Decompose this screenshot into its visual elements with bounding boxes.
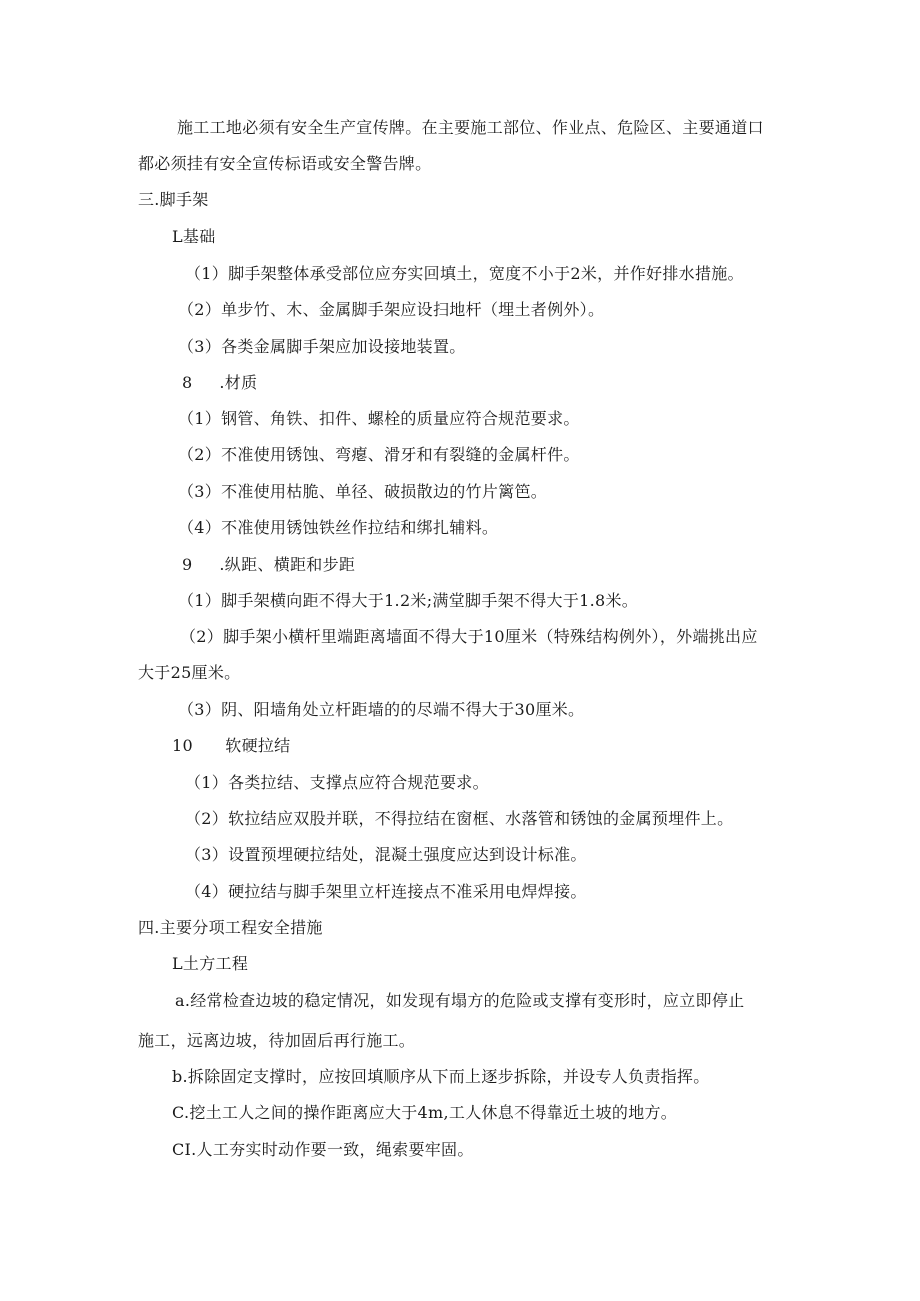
- subsection-heading: 10 软硬拉结: [172, 736, 291, 755]
- list-item: （3）各类金属脚手架应加设接地装置。: [178, 337, 466, 356]
- list-item: （2）脚手架小横杆里端距离墙面不得大于10厘米（特殊结构例外），外端挑出应: [180, 627, 758, 646]
- paragraph: 都必须挂有安全宣传标语或安全警告牌。: [138, 154, 432, 173]
- list-item: （2）单步竹、木、金属脚手架应设扫地杆（埋土者例外）。: [178, 300, 605, 319]
- subsection-heading: 8 .材质: [182, 373, 258, 392]
- list-item: （2）不准使用锈蚀、弯瘪、滑牙和有裂缝的金属杆件。: [178, 445, 580, 464]
- section-heading: 四.主要分项工程安全措施: [138, 918, 323, 937]
- subsection-heading: L土方工程: [172, 954, 249, 973]
- paragraph: a.经常检查边坡的稳定情况，如发现有塌方的危险或支撑有变形时，应立即停止: [175, 991, 745, 1010]
- paragraph: 施工，远离边坡，待加固后再行施工。: [138, 1031, 416, 1050]
- paragraph: 大于25厘米。: [138, 663, 241, 682]
- section-heading: 三.脚手架: [138, 190, 209, 209]
- list-item: （1）脚手架横向距不得大于1.2米;满堂脚手架不得大于1.8米。: [178, 591, 639, 610]
- paragraph: C.挖土工人之间的操作距离应大于4m,工人休息不得靠近土坡的地方。: [172, 1103, 678, 1122]
- paragraph: CI.人工夯实时动作要一致，绳索要牢固。: [172, 1140, 474, 1159]
- list-item: （1）各类拉结、支撑点应符合规范要求。: [185, 773, 489, 792]
- subsection-heading: 9 .纵距、横距和步距: [182, 555, 356, 574]
- paragraph: 施工工地必须有安全生产宣传牌。在主要施工部位、作业点、危险区、主要通道口: [177, 118, 764, 137]
- list-item: （1）钢管、角铁、扣件、螺栓的质量应符合规范要求。: [178, 409, 580, 428]
- list-item: （1）脚手架整体承受部位应夯实回填土，宽度不小于2米，并作好排水措施。: [185, 264, 744, 283]
- list-item: （4）不准使用锈蚀铁丝作拉结和绑扎辅料。: [178, 518, 499, 537]
- list-item: （3）设置预埋硬拉结处，混凝土强度应达到设计标准。: [185, 845, 587, 864]
- list-item: （2）软拉结应双股并联，不得拉结在窗框、水落管和锈蚀的金属预埋件上。: [185, 809, 734, 828]
- list-item: （3）阴、阳墙角处立杆距墙的的尽端不得大于30厘米。: [178, 700, 585, 719]
- paragraph: b.拆除固定支撑时，应按回填顺序从下而上逐步拆除，并设专人负责指挥。: [172, 1067, 710, 1086]
- list-item: （4）硬拉结与脚手架里立杆连接点不准采用电焊焊接。: [185, 882, 587, 901]
- subsection-heading: L基础: [172, 227, 216, 246]
- list-item: （3）不准使用枯脆、单径、破损散边的竹片篱笆。: [178, 482, 548, 501]
